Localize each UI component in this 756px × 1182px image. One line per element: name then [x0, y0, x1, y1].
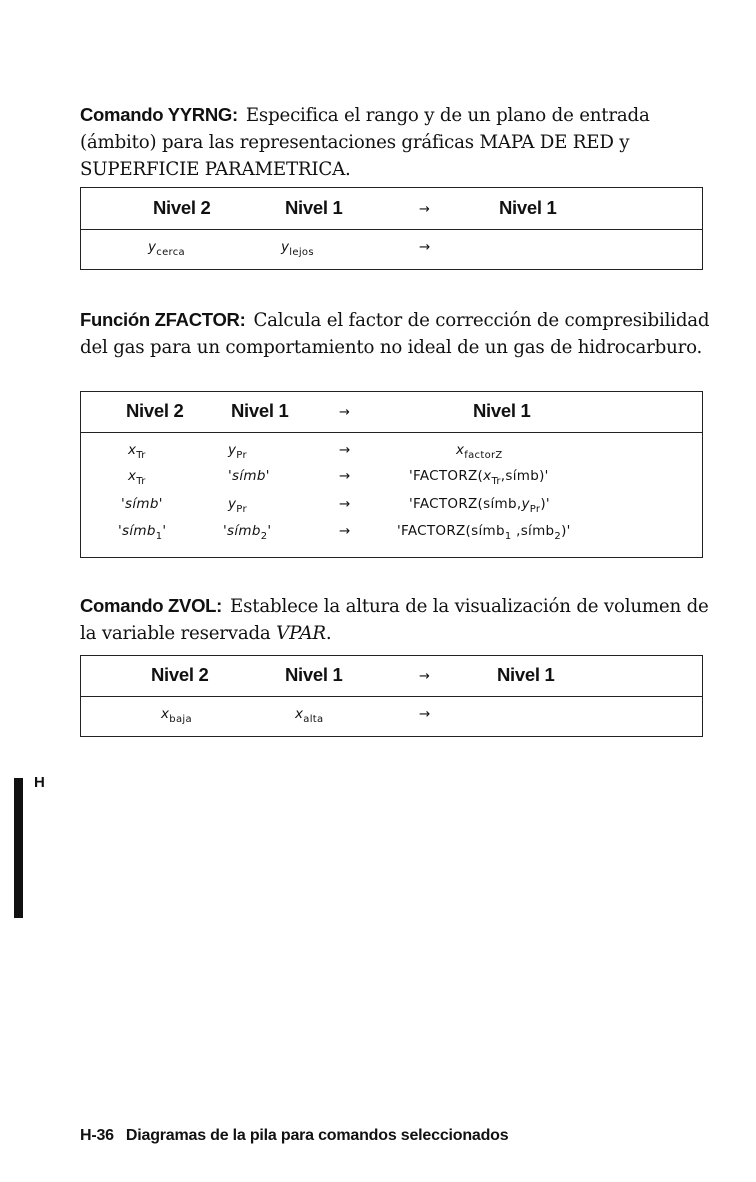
header-arrow: →: [339, 405, 350, 420]
zvol-variable: VPAR: [276, 623, 326, 644]
header-nivel-2: Nivel 2: [153, 197, 211, 218]
table-row-2-result: '$FACTORZ(x_{Tr},símb)$': [409, 468, 549, 487]
header-nivel-2: Nivel 2: [126, 400, 184, 421]
yyrng-table: [80, 187, 703, 270]
table-row-1-level2: $x_{Tr}$: [128, 442, 146, 461]
table-row-4-level2: 'símb$_1$': [118, 523, 167, 542]
table-row-1-arrow: →: [339, 442, 351, 458]
zfactor-term: Función ZFACTOR:: [80, 309, 246, 330]
zvol-paragraph: Comando ZVOL: Establece la altura de la visualización de volumen de la variable reservada VPAR.: [80, 595, 709, 644]
cell-arrow: →: [419, 706, 431, 722]
table-row-2-arrow: →: [339, 468, 351, 484]
zfactor-description: Calcula el factor de corrección de compresibilidad del gas para un comportamiento no ideal de un gas de hidrocarburo.: [80, 310, 710, 358]
table-header: [81, 188, 702, 230]
zvol-description: Establece la altura de la visualización de volumen de la variable reservada: [80, 596, 709, 644]
section-tab-bar: [14, 778, 23, 918]
footer-title: Diagramas de la pila para comandos seleccionados: [125, 1127, 509, 1144]
zfactor-paragraph: [80, 306, 710, 361]
table-row-2-level2: $x_{Tr}$: [128, 468, 146, 487]
page-footer: [80, 1127, 508, 1145]
page-number: H-36: [80, 1127, 114, 1144]
yyrng-term: Comando YYRNG:: [80, 104, 238, 125]
header-nivel-1-result: Nivel 1: [499, 197, 557, 218]
table-row-3-arrow: →: [339, 496, 351, 512]
table-row-1-level1: $y_{Pr}$: [228, 442, 247, 461]
yyrng-paragraph: [80, 101, 710, 183]
table-row-2-level1: 'símb': [228, 468, 270, 484]
table-row-3-level1: $y_{Pr}$: [228, 496, 247, 515]
header-nivel-1: Nivel 1: [285, 197, 343, 218]
cell-level1: $x_{alta}$: [295, 706, 324, 725]
table-header: [81, 656, 702, 697]
table-row-4-level1: 'símb$_2$': [223, 523, 272, 542]
zvol-table: [80, 655, 703, 737]
section-tab-letter: H: [34, 774, 45, 791]
zfactor-table: [80, 391, 703, 558]
table-row-3-result: '$FACTORZ(símb,y_{Pr})$': [409, 496, 550, 515]
header-nivel-1: Nivel 1: [285, 664, 343, 685]
table-row-4-arrow: →: [339, 523, 351, 539]
header-nivel-1: Nivel 1: [231, 400, 289, 421]
header-nivel-2: Nivel 2: [151, 664, 209, 685]
header-nivel-1-result: Nivel 1: [473, 400, 531, 421]
cell-level2: $x_{baja}$: [161, 706, 192, 725]
cell-arrow: →: [419, 239, 431, 255]
zvol-term: Comando ZVOL:: [80, 595, 223, 616]
cell-level1: $y_{lejos}$: [281, 239, 314, 258]
header-arrow: →: [419, 202, 430, 217]
header-nivel-1-result: Nivel 1: [497, 664, 555, 685]
table-row-3-level2: 'símb': [121, 496, 163, 512]
table-row-4-result: 'FACTORZ(símb$_1$ ,símb$_2$)': [397, 523, 571, 542]
yyrng-description: Especifica el rango y de un plano de entrada (ámbito) para las representaciones gráficas MAPA DE RED y SUPERFICIE PARAMETRICA.: [80, 105, 650, 180]
table-row-1-result: $x_{factorZ}$: [456, 442, 503, 461]
table-header: [81, 392, 702, 433]
header-arrow: →: [419, 669, 430, 684]
cell-level2: $y_{cerca}$: [148, 239, 185, 258]
